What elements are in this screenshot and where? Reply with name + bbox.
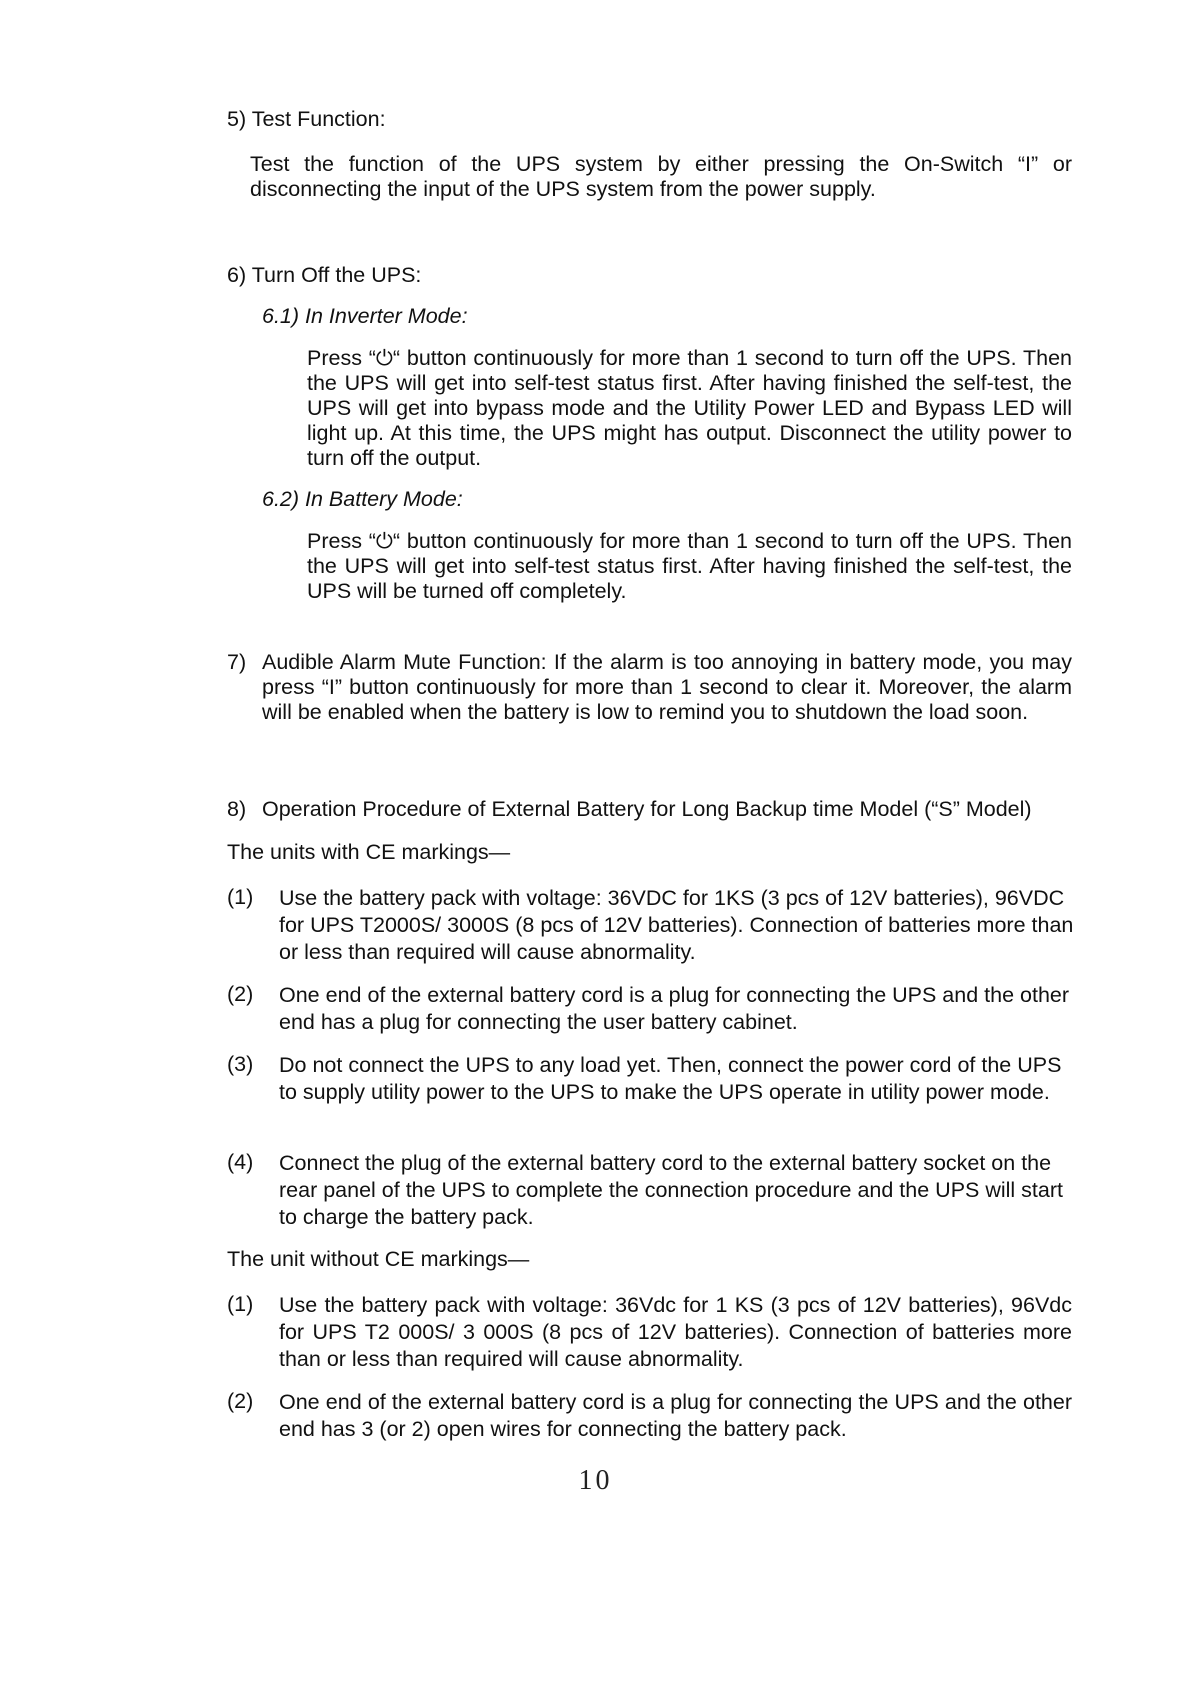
section-6-2-title: 6.2) In Battery Mode: <box>262 487 463 511</box>
page-number: 10 <box>578 1465 613 1496</box>
ce-item-3-number: (3) <box>227 1052 254 1076</box>
section-7-number: 7) <box>227 650 247 674</box>
ce-item-1-text: Use the battery pack with voltage: 36VDC for 1KS (3 pcs of 12V batteries), 96VDC for UPS T2000S/ 3000S (8 pcs of 12V batteries). Connection of batteries more than or less than required will cause abnormality. <box>279 886 1074 964</box>
section-5-heading: 5) Test Function: <box>227 107 386 131</box>
ce-item-1-number: (1) <box>227 885 254 909</box>
section-5-body: Test the function of the UPS system by either pressing the On-Switch “I” or disconnecting the input of the UPS system from the power supply. <box>250 152 1072 201</box>
non-ce-item-1-number: (1) <box>227 1292 254 1316</box>
ce-item-3-text: Do not connect the UPS to any load yet. Then, connect the power cord of the UPS to supply utility power to the UPS to make the UPS operate in utility power mode. <box>279 1053 1062 1104</box>
ce-markings-label: The units with CE markings— <box>227 840 511 864</box>
section-7-body: Audible Alarm Mute Function: If the alarm is too annoying in battery mode, you may press “I” button continuously for more than 1 second to clear it. Moreover, the alarm will be enabled when the battery is low to remind you to shutdown the load soon. <box>262 650 1072 724</box>
section-6-2-body: Press “⏻“ button continuously for more than 1 second to turn off the UPS. Then the UPS will get into self-test status first. After having finished the self-test, the UPS will be turned off completely. <box>307 529 1072 603</box>
non-ce-markings-label: The unit without CE markings— <box>227 1247 530 1271</box>
ce-item-4-number: (4) <box>227 1150 254 1174</box>
non-ce-item-2-number: (2) <box>227 1389 254 1413</box>
non-ce-item-2-text: One end of the external battery cord is a plug for connecting the UPS and the other end has 3 (or 2) open wires for connecting the battery pack. <box>279 1390 1072 1441</box>
section-6-heading: 6) Turn Off the UPS: <box>227 263 422 287</box>
section-8-heading: Operation Procedure of External Battery for Long Backup time Model (“S” Model) <box>262 797 1032 821</box>
ce-item-4-text: Connect the plug of the external battery cord to the external battery socket on the rear panel of the UPS to complete the connection procedure and the UPS will start to charge the battery pack. <box>279 1151 1063 1229</box>
ce-item-2-text: One end of the external battery cord is a plug for connecting the UPS and the other end has a plug for connecting the user battery cabinet. <box>279 983 1070 1034</box>
section-8-number: 8) <box>227 797 247 821</box>
section-6-1-title: 6.1) In Inverter Mode: <box>262 304 468 328</box>
ce-item-2-number: (2) <box>227 982 254 1006</box>
non-ce-item-1-text: Use the battery pack with voltage: 36Vdc for 1 KS (3 pcs of 12V batteries), 96Vdc for UPS T2 000S/ 3 000S (8 pcs of 12V batteries). Connection of batteries more than or less than required will cause abnormality. <box>279 1293 1072 1371</box>
section-6-1-body: Press “⏻“ button continuously for more than 1 second to turn off the UPS. Then the UPS will get into self-test status first. After having finished the self-test, the UPS will get into bypass mode and the Utility Power LED and Bypass LED will light up. At this time, the UPS might has output. Disconnect the utility power to turn off the output. <box>307 346 1072 470</box>
